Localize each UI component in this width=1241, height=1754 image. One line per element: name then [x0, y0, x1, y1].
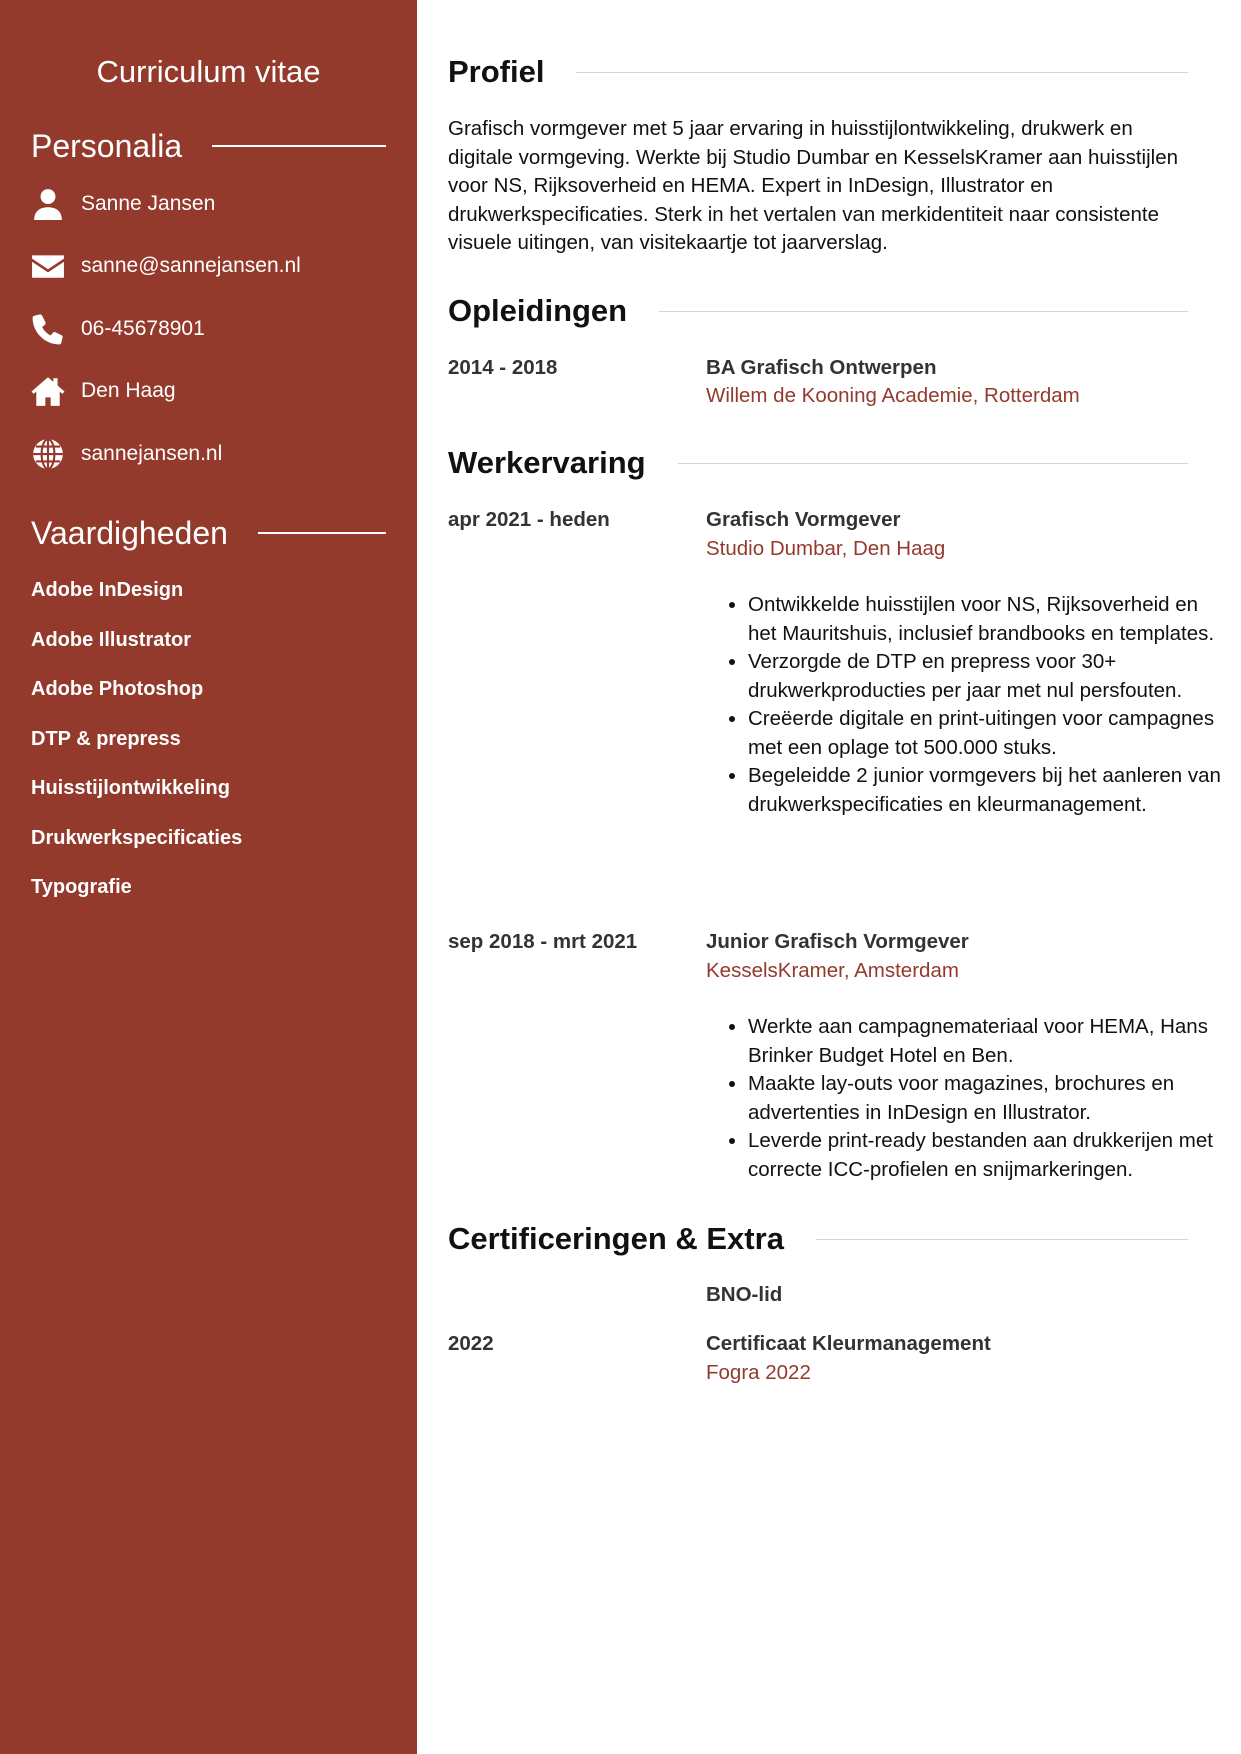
contact-website[interactable] — [31, 434, 222, 474]
contact-email-text[interactable]: sanne@sannejansen.nl — [81, 254, 301, 277]
education-institution: Willem de Kooning Academie, Rotterdam — [706, 384, 1080, 407]
personalia-heading-text: Personalia — [31, 128, 183, 164]
contact-email[interactable] — [31, 246, 301, 286]
cv-title: Curriculum vitae — [96, 54, 321, 89]
phone-icon — [31, 312, 65, 346]
certification-title: BNO-lid — [706, 1283, 783, 1306]
job-employer: Studio Dumbar, Den Haag — [706, 537, 946, 560]
certifications-heading — [448, 1219, 1188, 1259]
certifications-divider — [816, 1239, 1188, 1240]
job-date: apr 2021 - heden — [448, 508, 610, 531]
skills-divider — [258, 532, 386, 534]
education-title: BA Grafisch Ontwerpen — [706, 356, 937, 379]
education-divider — [659, 311, 1188, 312]
contact-location — [31, 371, 176, 411]
job-bullets — [706, 591, 1230, 819]
job-bullet: • Werkte aan campagnemateriaal voor HEMA, Hans Brinker Budget Hotel en Ben. — [748, 1013, 1230, 1070]
job-bullet: • Creëerde digitale en print-uitingen voor campagnes met een oplage tot 500.000 stuks. — [748, 705, 1230, 762]
job-bullet: • Begeleidde 2 junior vormgevers bij het aanleren van drukwerkspecificaties en kleurmanagement. — [748, 762, 1230, 819]
contact-phone[interactable] — [31, 309, 205, 349]
skill-item: Adobe InDesign — [31, 579, 184, 601]
skill-item: Typografie — [31, 876, 132, 898]
education-date: 2014 - 2018 — [448, 356, 558, 379]
skill-item: Huisstijlontwikkeling — [31, 777, 230, 799]
job-date: sep 2018 - mrt 2021 — [448, 930, 638, 953]
skill-item: DTP & prepress — [31, 728, 181, 750]
certification-date: 2022 — [448, 1332, 494, 1355]
job-bullets — [706, 1013, 1230, 1184]
contact-name — [31, 184, 215, 224]
experience-heading-text: Werkervaring — [448, 445, 646, 480]
education-heading-text: Opleidingen — [448, 293, 628, 328]
profile-heading — [448, 52, 1188, 92]
profile-text: Grafisch vormgever met 5 jaar ervaring in huisstijlontwikkeling, drukwerk en digitale vormgeving. Werkte bij Studio Dumbar en KesselsKramer aan huisstijlen voor NS, Rijksoverheid en HEMA. Expert in InDesign, Illustrator en drukwerkspecificaties. Sterk in het vertalen van merkidentiteit naar consistente visuele uitingen, van visitekaartje tot jaarverslag. — [448, 117, 1178, 254]
experience-divider — [678, 463, 1188, 464]
profile-heading-text: Profiel — [448, 54, 545, 89]
skills-heading-text: Vaardigheden — [31, 515, 228, 551]
job-bullet: • Leverde print-ready bestanden aan drukkerijen met correcte ICC-profielen en snijmarkeringen. — [748, 1127, 1230, 1184]
experience-heading — [448, 443, 1188, 483]
sidebar — [0, 0, 417, 1754]
certification-title: Certificaat Kleurmanagement — [706, 1332, 991, 1355]
contact-name-text: Sanne Jansen — [81, 192, 216, 215]
skill-item: Adobe Illustrator — [31, 629, 192, 651]
certification-issuer: Fogra 2022 — [706, 1361, 811, 1384]
job-title: Junior Grafisch Vormgever — [706, 930, 969, 953]
envelope-icon — [31, 249, 65, 283]
contact-website-text[interactable]: sannejansen.nl — [81, 442, 223, 465]
user-icon — [31, 187, 65, 221]
job-bullet: • Verzorgde de DTP en prepress voor 30+ drukwerkproducties per jaar met nul persfouten. — [748, 648, 1230, 705]
job-bullet: • Ontwikkelde huisstijlen voor NS, Rijksoverheid en het Mauritshuis, inclusief brandbooks en templates. — [748, 591, 1230, 648]
contact-location-text: Den Haag — [81, 379, 176, 402]
certifications-heading-text: Certificeringen & Extra — [448, 1221, 784, 1256]
personalia-divider — [212, 145, 386, 147]
globe-icon — [31, 437, 65, 471]
personalia-heading — [31, 126, 386, 166]
skill-item: Adobe Photoshop — [31, 678, 204, 700]
job-title: Grafisch Vormgever — [706, 508, 901, 531]
skill-item: Drukwerkspecificaties — [31, 827, 243, 849]
contact-phone-text[interactable]: 06-45678901 — [81, 317, 205, 340]
home-icon — [31, 374, 65, 408]
job-bullet: • Maakte lay-outs voor magazines, brochures en advertenties in InDesign en Illustrator. — [748, 1070, 1230, 1127]
skills-heading — [31, 513, 386, 553]
profile-divider — [576, 72, 1188, 73]
education-heading — [448, 291, 1188, 331]
job-employer: KesselsKramer, Amsterdam — [706, 959, 959, 982]
